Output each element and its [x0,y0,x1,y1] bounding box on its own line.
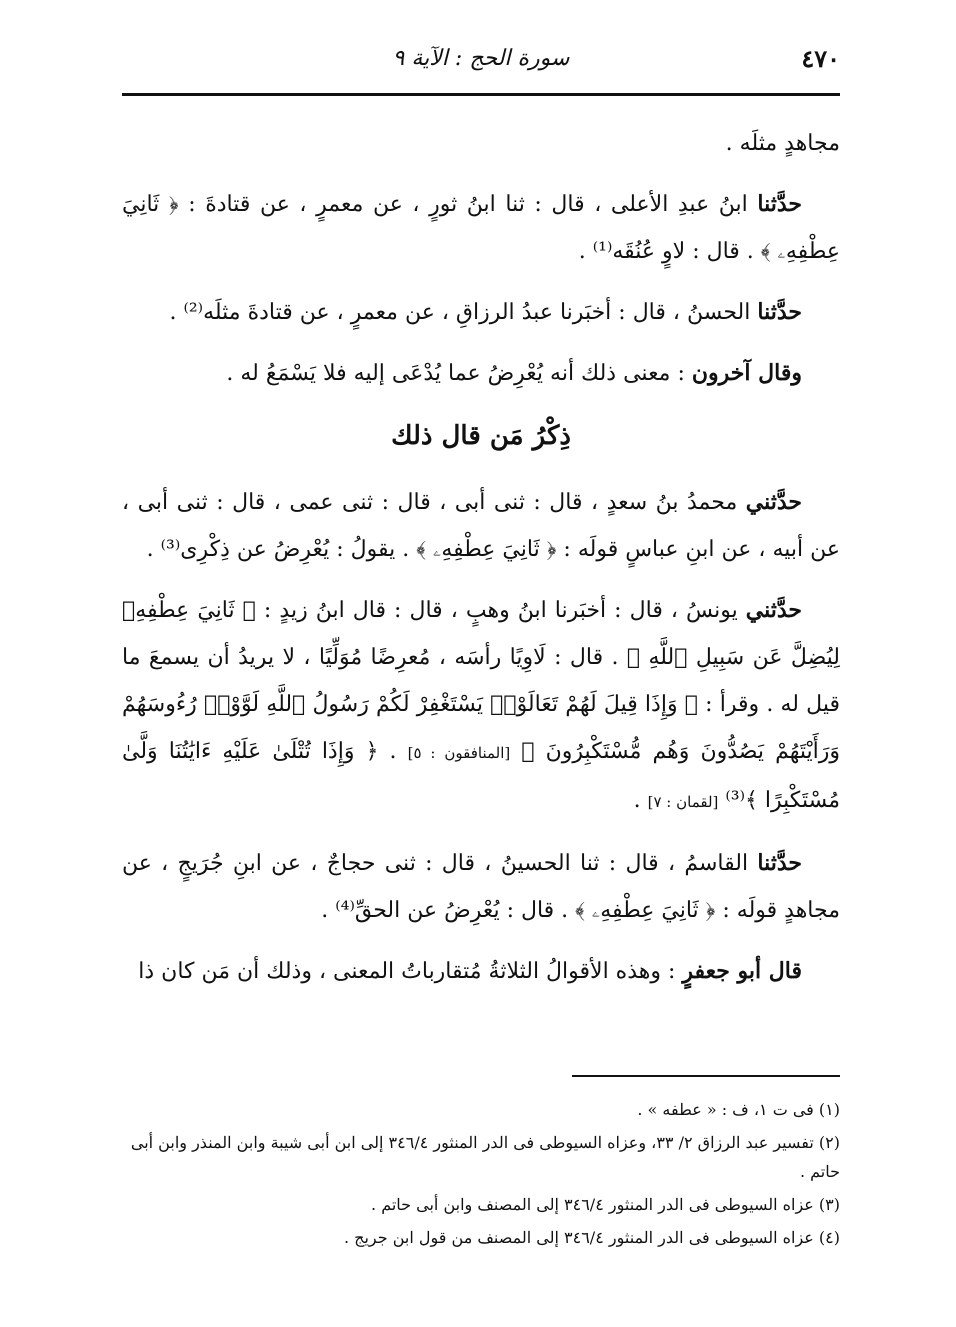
footnote-2: (٢) تفسير عبد الرزاق ٢/ ٣٣، وعزاه السيوطى فى الدر المنثور ٣٤٦/٤ إلى ابن أبى شيبة وابن المنذر وابن أبى حاتم . [130,1133,840,1181]
header-rule [122,93,840,96]
paragraph-6 [122,587,840,826]
paragraph-lead: حدَّثنا [757,299,802,325]
paragraph-lead: حدَّثني [745,489,802,515]
footnotes [122,1095,840,1256]
paragraph-lead: قال أبو جعفرٍ [682,958,802,984]
paragraph-text: الحسنُ ، قال : أخبَرنا عبدُ الرزاقِ ، عن معمرٍ ، عن قتادةَ مثلَه⁽²⁾ . [169,300,751,325]
paragraph-lead: حدَّثني [745,597,803,623]
paragraph-text: : وهذه الأقوالُ الثلاثةُ مُتقارباتُ المعنى ، وذلك أن مَن كان ذا [138,959,676,984]
quran-citation: [لقمان : ٧] [647,793,719,811]
paragraph-lead: حدَّثنا [757,850,802,876]
paragraph-text: يونسُ ، قال : أخبَرنا ابنُ وهبٍ ، قال : قال ابنُ زيدٍ : ﴿ ثَانِيَ عِطْفِهِۦ لِيُضِلَّ عَن سَبِيلِ ٱللَّهِ ﴾ . قال : لَاوِيًا رأسَه ، مُعرِضًا مُوَلِّيًا ، لا يريدُ أن يسمعَ ما قيل له . وقرأ : ﴿ وَإِذَا قِيلَ لَهُمْ تَعَالَوْا۟ يَسْتَغْفِرْ لَكُمْ رَسُولُ ٱللَّهِ لَوَّوْا۟ رُءُوسَهُمْ وَرَأَيْتَهُمْ يَصُدُّونَ وَهُم مُّسْتَكْبِرُونَ ﴾ [122,598,840,764]
main-text [122,120,840,1009]
quran-citation: [المنافقون : ٥] [407,744,511,762]
running-title: سورة الحج : الآية ٩ [392,46,570,71]
paragraph-text: محمدُ بنُ سعدٍ ، قال : ثنى أبى ، قال : ثنى عمى ، قال : ثنى أبى ، عن أبيه ، عن ابنِ عباسٍ قولَه : ﴿ ثَانِيَ عِطْفِهِۦ ﴾ . يقولُ : يُعْرِضُ عن ذِكْرِى⁽³⁾ . [122,490,840,562]
footnote-rule [572,1075,840,1077]
page-number: ٤٧٠ [801,44,840,73]
page-header [122,38,840,88]
paragraph-2 [122,181,840,275]
section-heading: ذِكْرُ مَن قال ذلك [391,421,571,451]
paragraph-lead: حدَّثنا [757,191,802,217]
paragraph-text: : معنى ذلك أنه يُعْرِضُ عما يُدْعَى إليه فلا يَسْمَعُ له . [226,361,685,386]
paragraph-7 [122,840,840,934]
footnote-3: (٣) عزاه السيوطى فى الدر المنثور ٣٤٦/٤ إلى المصنف وابن أبى حاتم . [371,1195,840,1214]
paragraph-4 [122,350,840,397]
paragraph-text-continued: . ﴿ وَإِذَا تُتْلَىٰ عَلَيْهِ ءَايَٰتُنَا وَلَّىٰ مُسْتَكْبِرًا ﴾⁽³⁾ [122,739,840,813]
paragraph-3 [122,289,840,336]
paragraph-8 [122,948,840,995]
footnote-1: (١) فى ت ١، ف : « عطفه » . [637,1100,840,1119]
paragraph-lead: وقال آخرون [691,360,802,386]
paragraph-5 [122,479,840,573]
paragraph-text: ابنُ عبدِ الأعلى ، قال : ثنا ابنُ ثورٍ ، عن معمرٍ ، عن قتادةَ : ﴿ ثَانِيَ عِطْفِهِۦ ﴾ . قال : لاوٍ عُنُقَه⁽¹⁾ . [122,192,840,264]
paragraph-end: . [633,788,641,813]
footnote-4: (٤) عزاه السيوطى فى الدر المنثور ٣٤٦/٤ إلى المصنف من قول ابن جريج . [343,1228,840,1247]
paragraph-1: مجاهدٍ مثلَه . [725,131,840,156]
paragraph-text: القاسمُ ، قال : ثنا الحسينُ ، قال : ثنى حجاجٌ ، عن ابنِ جُرَيجٍ ، عن مجاهدٍ قولَه : ﴿ ثَانِيَ عِطْفِهِۦ ﴾ . قال : يُعْرِضُ عن الحقِّ⁽⁴⁾ . [122,851,840,923]
